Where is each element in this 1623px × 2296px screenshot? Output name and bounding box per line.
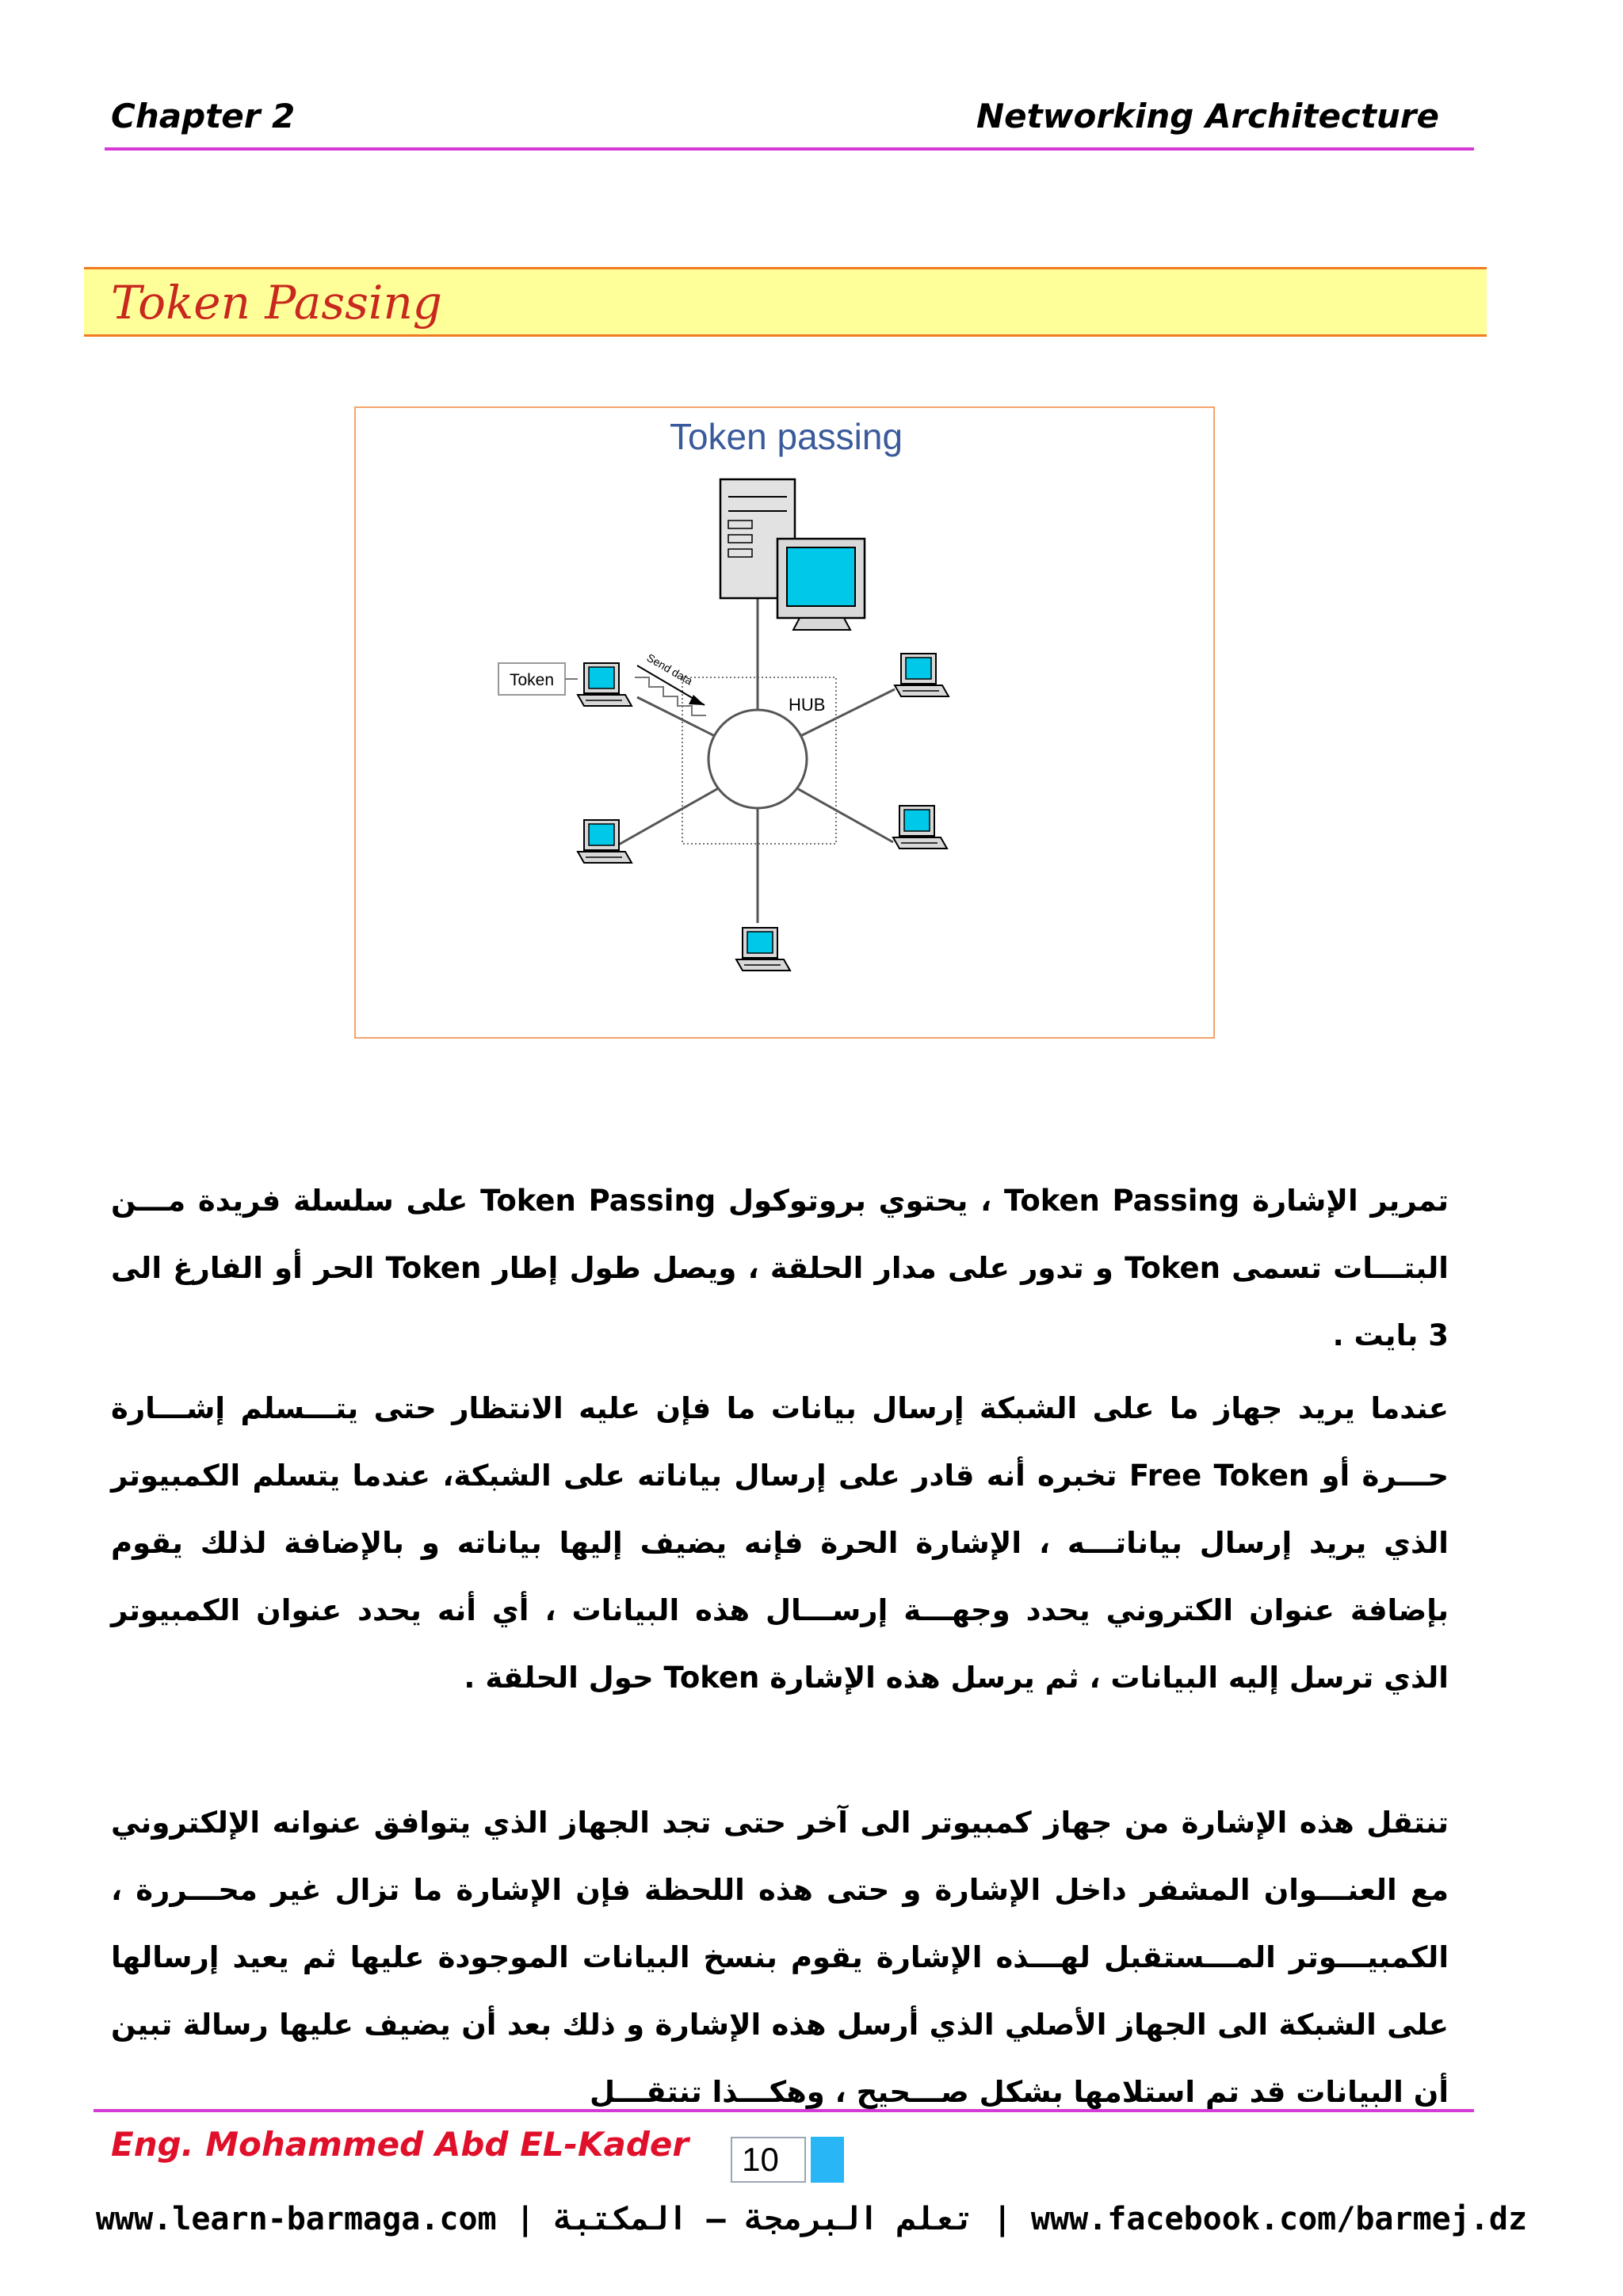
paragraph-1: تمرير الإشارة Token Passing ، يحتوي بروتوكول Token Passing على سلسلة فريدة مـــن البتـــات تسمى Token و تدور على مدار الحلقة ، ويصل طول إطار Token الحر أو الفارغ الى 3 بايت . [111, 1184, 1449, 1352]
page-number: 10 [742, 2141, 779, 2178]
workstation-icon [578, 663, 632, 706]
hub-label: HUB [789, 695, 826, 715]
footer-author: Eng. Mohammed Abd EL-Kader [111, 2125, 689, 2164]
paragraph-3: تنتقل هذه الإشارة من جهاز كمبيوتر الى آخر حتى تجد الجهاز الذي يتوافق عنوانه الإلكتروني مع العنـــوان المشفر داخل الإشارة و حتى هذه اللحظة فإن الإشارة ما تزال غير محـــررة ، الكمبيـــوتر المـــستقبل لهـــذه الإشارة يقوم بنسخ البيانات الموجودة عليها ثم يعيد إرسالها على الشبكة الى الجهاز الأصلي الذي أرسل هذه الإشارة و ذلك بعد أن يضيف عليها رسالة تبين أن البيانات قد تم استلامها بشكل صـــحيح ، وهكـــذا تنتقـــل [111, 1806, 1449, 2109]
network-diagram [356, 408, 1216, 1040]
token-passing-figure [354, 406, 1215, 1039]
server-monitor-icon [777, 539, 865, 630]
header-divider [105, 147, 1474, 151]
section-title: Token Passing [111, 276, 442, 330]
header-section: Networking Architecture [976, 97, 1439, 135]
workstation-icon [893, 806, 947, 849]
figure-title: Token passing [669, 416, 903, 457]
paragraph-2: عندما يريد جهاز ما على الشبكة إرسال بيانات ما فإن عليه الانتظار حتى يتـــسلم إشـــارة حـــرة أو Free Token تخبره أنه قادر على إرسال بياناته على الشبكة، عندما يتسلم الكمبيوتر الذي يريد إرسال بياناتـــه ، الإشارة الحرة فإنه يضيف إليها بياناته و بالإضافة لذلك يقوم بإضافة عنوان الكتروني يحدد وجهـــة إرســـال هذه البيانات ، أي أنه يحدد عنوان الكمبيوتر الذي ترسل إليه البيانات ، ثم يرسل هذه الإشارة Token حول الحلقة . [111, 1391, 1449, 1695]
footer-links[interactable]: www.learn-barmaga.com | تعلم البرمجة – المكتبة | www.facebook.com/barmej.dz [95, 2201, 1528, 2237]
hub-ring [708, 710, 807, 808]
send-data-label: Send data [644, 650, 695, 688]
header-chapter: Chapter 2 [111, 97, 296, 135]
workstation-icon [736, 928, 790, 971]
page-number-accent [811, 2137, 844, 2183]
workstation-icon [895, 654, 949, 696]
footer-divider [94, 2109, 1474, 2112]
token-label: Token [509, 671, 555, 689]
